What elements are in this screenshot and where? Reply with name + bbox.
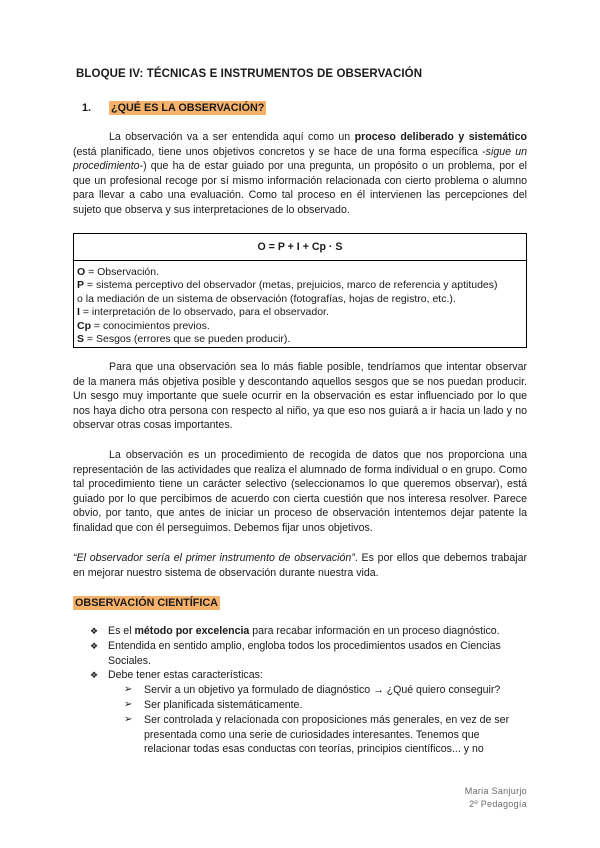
formula-equation: O = P + I + Cp · S <box>74 234 526 261</box>
diamond-bullet-icon: ❖ <box>90 626 99 636</box>
legend-item: o la mediación de un sistema de observación (fotografías, hojas de registro, etc.). <box>77 292 456 305</box>
paragraph-bias: Para que una observación sea lo más fiable posible, tendríamos que intentar observar de la manera más objetiva posible y descontando aquellos sesgos que se nos puedan producir. Un sesgo muy importante que suele ocurrir en la observación es estar influenciado por lo que nos haya dicho otra persona con respecto al niño, ya que eso nos guiará a ir hacia un lado y no observar otras cosas importantes. <box>73 361 527 432</box>
section-heading <box>82 102 266 114</box>
quote-text: “El observador sería el primer instrumento de observación” <box>73 552 355 564</box>
diamond-bullet-icon: ❖ <box>90 641 99 651</box>
arrow-bullet-icon: ➢ <box>124 714 133 725</box>
footer-course: 2º Pedagogía <box>469 799 527 809</box>
legend-item: O = Observación. <box>77 266 159 278</box>
formula-legend <box>74 261 526 346</box>
list-item: ❖ Entendida en sentido amplio, engloba todos los procedimientos usados en Ciencias Sociales. <box>90 640 501 667</box>
block-title: BLOQUE IV: TÉCNICAS E INSTRUMENTOS DE OBSERVACIÓN <box>76 68 423 80</box>
legend-item: S = Sesgos (errores que se pueden producir). <box>77 333 291 346</box>
diamond-bullet-icon: ❖ <box>90 670 99 680</box>
legend-item: Cp = conocimientos previos. <box>77 319 210 332</box>
legend-item: P = sistema perceptivo del observador (metas, prejuicios, marco de referencia y aptitudes) <box>77 279 498 292</box>
intro-paragraph: La observación va a ser entendida aquí como un proceso deliberado y sistemático (está planificado, tiene unos objetivos concretos y se hace de una forma específica -sigue un procedimiento-) que ha de estar guiado por una pregunta, un propósito o un problema, por el que un profesional recoge por sí mismo información relacionada con cierto problema o alumno para llevar a cabo una evaluación. Como tal proceso en él intervienen las percepciones del sujeto que observa y sus interpretaciones de lo observado. <box>73 131 527 216</box>
sub-list-item: ➢ Servir a un objetivo ya formulado de diagnóstico → ¿Qué quiero conseguir? <box>124 684 501 696</box>
sub-list-item: ➢ Ser controlada y relacionada con proposiciones más generales, en vez de ser presentada como una serie de curiosidades interesantes. Tenemos que relacionar todas esas conductas con teorías, principios científicos... y no <box>124 714 510 756</box>
quote-paragraph: “El observador sería el primer instrumento de observación”. Es por ellos que debemos trabajar en mejorar nuestro sistema de observación durante nuestra vida. <box>73 552 527 579</box>
sub-list-item: ➢ Ser planificada sistemáticamente. <box>124 699 303 711</box>
paragraph-procedure: La observación es un procedimiento de recogida de datos que nos proporciona una representación de las actividades que realiza el alumnado de forma individual o en grupo. Como tal procedimiento tiene un carácter selectivo (seleccionamos lo que queremos observar), está guiado por lo que percibimos de acuerdo con cierta cuestión que nos interesa resolver. Parece obvio, por tanto, que antes de iniciar un proceso de observación intentemos dejar patente la finalidad que con él perseguimos. Debemos fijar unos objetivos. <box>73 449 527 534</box>
section2-heading <box>73 597 220 609</box>
italic-text: sigue un procedimiento <box>73 145 527 173</box>
arrow-bullet-icon: ➢ <box>124 684 133 695</box>
formula-box <box>73 233 527 348</box>
arrow-bullet-icon: ➢ <box>124 699 133 710</box>
list-item: ❖ Es el método por excelencia para recabar información en un proceso diagnóstico. <box>90 625 500 637</box>
section-title: ¿QUÉ ES LA OBSERVACIÓN? <box>111 102 265 114</box>
legend-item: I = interpretación de lo observado, para el observador. <box>77 306 329 319</box>
emphasis-text: proceso deliberado y sistemático <box>354 131 527 143</box>
section-number: 1. <box>82 102 92 114</box>
list-item: ❖ Debe tener estas características: <box>90 669 263 681</box>
footer-author: Maria Sanjurjo <box>464 786 527 796</box>
section2-title: OBSERVACIÓN CIENTÍFICA <box>75 597 218 609</box>
